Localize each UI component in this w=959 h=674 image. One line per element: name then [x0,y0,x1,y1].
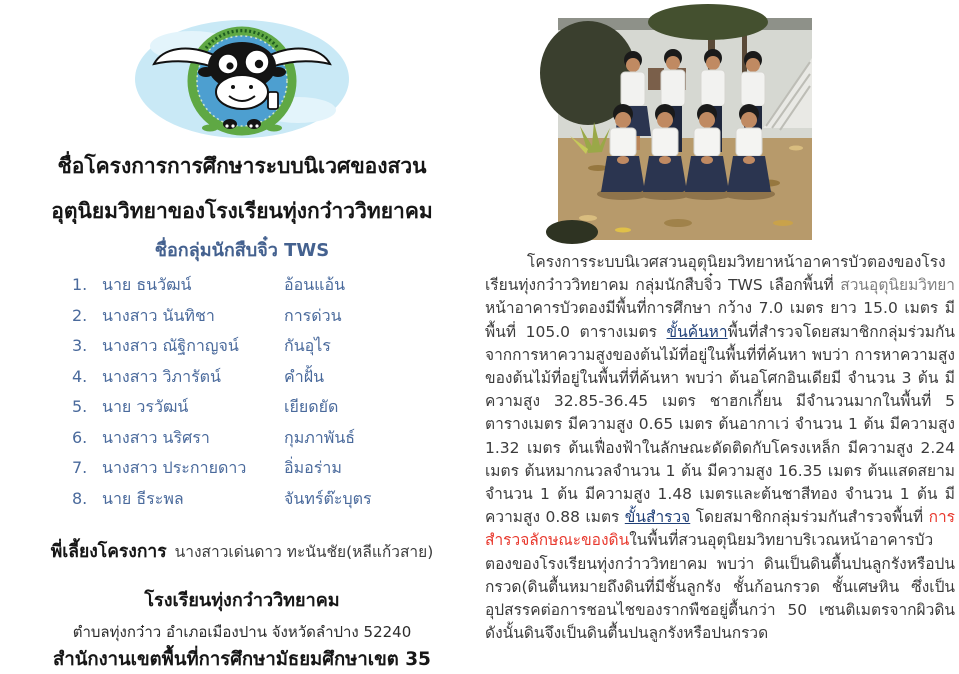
member-number: 5. [72,397,88,416]
member-surname: คำฝั้น [284,366,324,386]
member-name: นาย ธนวัฒน์ [102,275,192,294]
member-number: 6. [72,427,88,447]
member-surname: จันทร์ต๊ะบุตร [284,488,372,508]
member-row [72,484,412,515]
member-surname: เยียดยัด [284,397,339,416]
project-title-line2: อุตุนิยมวิทยาของโรงเรียนทุ่งกว๋าววิทยาคม [51,199,433,223]
report-column [485,18,955,645]
member-name: นางสาว ประกายดาว [102,458,247,477]
article-segment-normal: โดยสมาชิกกลุ่มร่วมกันสำรวจพื้นที่ [690,508,929,527]
students-photo [558,18,812,242]
article-segment-red: การสำรวจลักษณะของดิน [485,508,955,550]
member-list [72,270,412,514]
article-segment-gray: สวนอุตุนิยมวิทยา [840,276,955,295]
member-number: 1. [72,275,88,294]
school-name: โรงเรียนทุ่งกว๋าววิทยาคม [144,590,340,611]
article-segment-normal: หน้าอาคารบัวตองมีพื้นที่การศึกษา กว้าง 7.0 เมตร ยาว 15.0 เมตร มีพื้นที่ 105.0 ตารางเมตร [485,299,955,341]
member-surname: อ้อนแอ้น [284,275,346,294]
member-number: 4. [72,366,88,386]
buffalo-logo-icon [134,18,350,140]
article-segment-normal: โครงการระบบนิเวศสวนอุตุนิยมวิทยาหน้าอาคารบัวตองของโรงเรียนทุ่งกว๋าววิทยาคม กลุ่มนักสืบจิ๋ว TWS เลือกพื้นที่ [485,253,946,295]
cover-column [22,8,462,674]
advisor-name: นางสาวเด่นดาว ทะนันชัย(หลีแก้วสาย) [174,543,434,561]
member-row [72,423,412,454]
member-name: นางสาว วิภารัตน์ [102,366,221,386]
member-name: นาย วรวัฒน์ [102,397,189,416]
school-address: ตำบลทุ่งกว๋าว อำเภอเมืองปาน จังหวัดลำปาง 52240 [72,623,412,641]
member-row [72,392,412,423]
advisor-line [22,540,462,564]
group-name-heading: ชื่อกลุ่มนักสืบจิ๋ว TWS [154,240,330,261]
member-row [72,301,412,332]
article-segment-normal: ในพื้นที่สวนอุตุนิยมวิทยาบริเวณหน้าอาคารบัวตองของโรงเรียนทุ่งกว๋าววิทยาคม พบว่า ดินเป็นดินตื้นปนลูกรังหรือปนกรวด(ดินตื้นหมายถึงดินที่มีชั้นลูกรัง ชั้นก้อนกรวด ชั้นเศษหิน ซึ่งเป็นอุปสรรคต่อการชอนไชของรากพืชอยู่ตื้นกว่า 50 เซนติเมตรจากผิวดิน ดังนั้นดินจึงเป็นดินตื้นปนลูกรังหรือปนกรวด [485,531,955,643]
project-title [22,144,462,234]
member-name: นางสาว นริศรา [102,427,210,447]
member-number: 8. [72,488,88,508]
article-segment-link[interactable]: ขั้นค้นหา [666,322,728,341]
member-surname: การด่วน [284,305,342,325]
project-title-line1: ชื่อโครงการการศึกษาระบบนิเวศของสวน [57,154,427,178]
member-row [72,453,412,484]
member-row [72,331,412,362]
member-number: 2. [72,305,88,325]
member-name: นางสาว นันทิชา [102,305,215,325]
article-segment-link[interactable]: ขั้นสำรวจ [624,508,691,527]
member-name: นางสาว ณัฐิกาญจน์ [102,336,239,355]
member-name: นาย ธีระพล [102,488,184,508]
member-surname: อิ่มอร่าม [284,458,342,477]
project-logo [134,18,350,140]
advisor-label: พี่เลี้ยงโครงการ [50,542,167,562]
district-office: สำนักงานเขตพื้นที่การศึกษามัธยมศึกษาเขต 35 [53,649,431,670]
member-row [72,362,412,393]
member-row [72,270,412,301]
students-group-photo-image [558,18,812,240]
member-number: 7. [72,458,88,477]
article-segment-normal: พื้นที่สำรวจโดยสมาชิกกลุ่มร่วมกัน จากการหาความสูงของต้นไม้ที่อยู่ในพื้นที่ที่ค้นหา พบว่า การหาความสูงของต้นไม้ที่อยู่ในพื้นที่ที่ค้นหา พบว่า ต้นอโศกอินเดียมี จำนวน 3 ต้น มีความสูง 32.85-36.45 เมตร ชาฮกเกี้ยน มีจำนวนมากในพื้นที่ 5 ตารางเมตร มีความสูง 0.65 เมตร ต้นอากาเว่ จำนวน 1 ต้น มีความสูง 1.32 เมตร ต้นเฟื่องฟ้าในลักษณะดัดติดกับโครงเหล็ก มีความสูง 2.24 เมตร ต้นหมากนวลจำนวน 1 ต้น มีความสูง 16.35 เมตร ต้นแสดสยาม จำนวน 1 ต้น มีความสูง 1.48 เมตรและต้นชาสีทอง จำนวน 1 ต้น มีความสูง 0.88 เมตร [485,322,955,527]
article-paragraph [485,251,955,645]
member-number: 3. [72,336,88,355]
member-surname: กันอุไร [284,336,331,355]
member-surname: กุมภาพันธ์ [284,427,356,447]
